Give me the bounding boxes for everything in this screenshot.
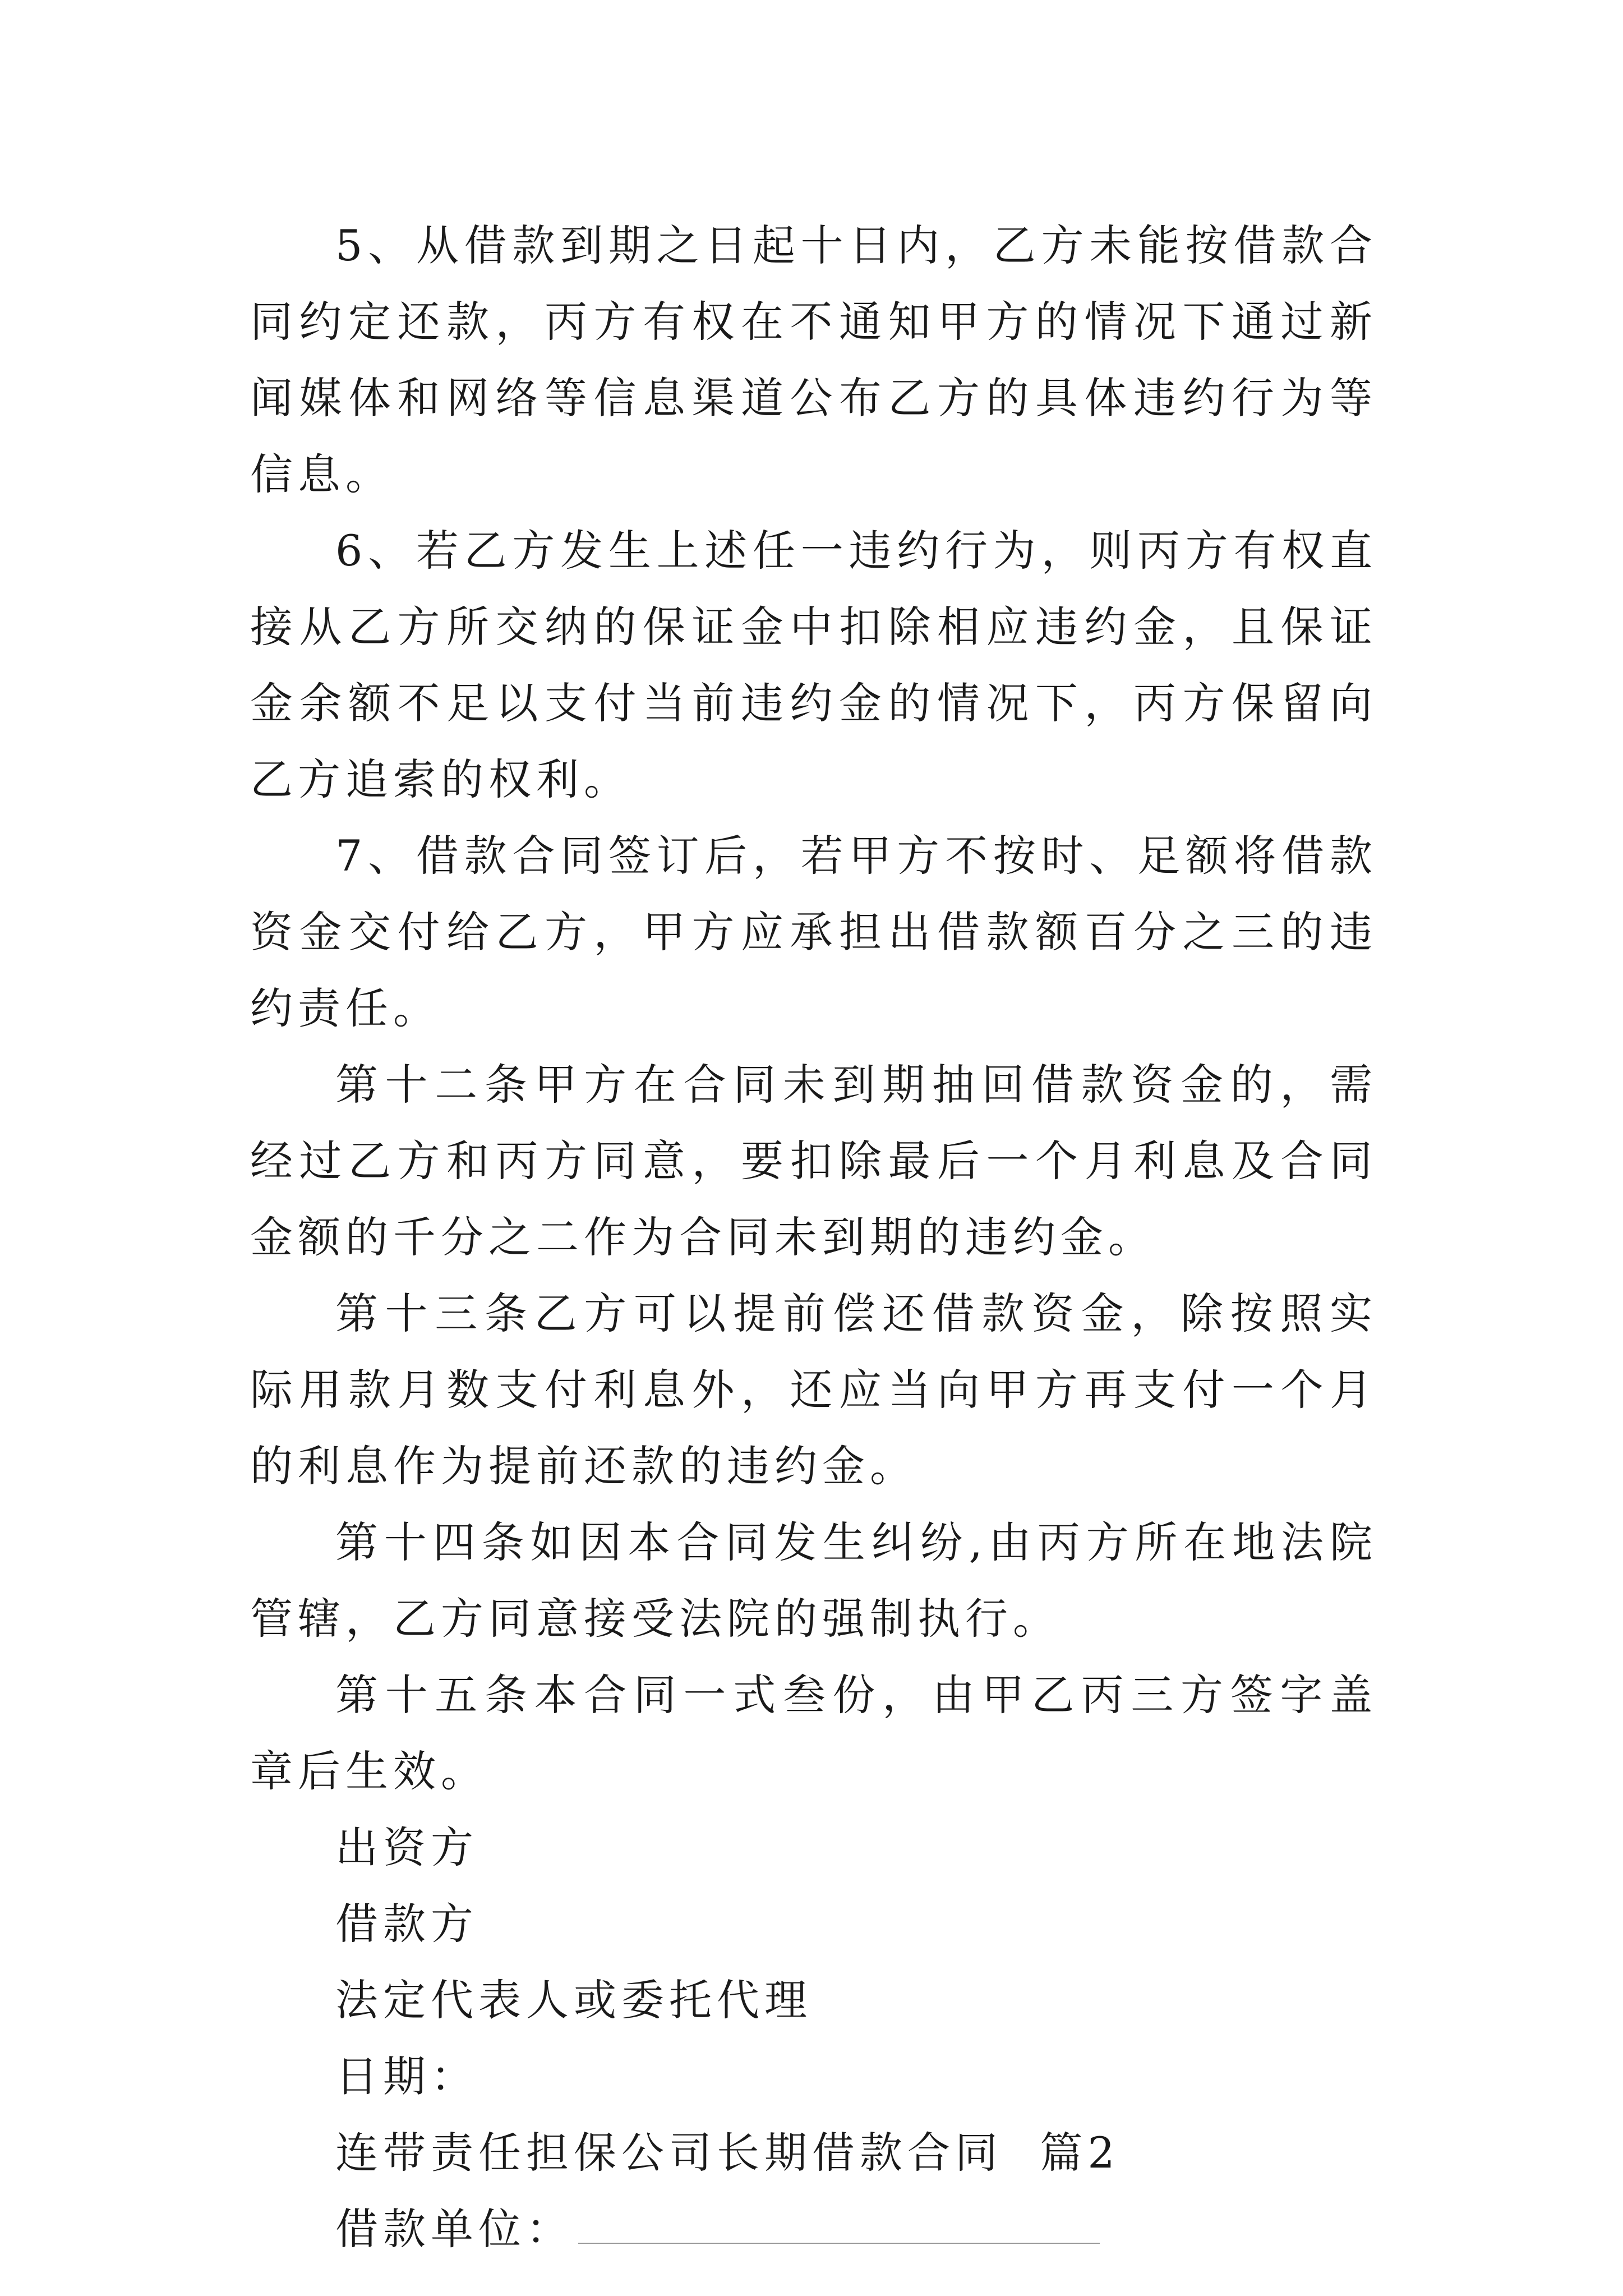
borrowing-unit-fill-line xyxy=(578,2203,1100,2244)
clause-5: 5、从借款到期之日起十日内，乙方未能按借款合同约定还款，丙方有权在不通知甲方的情况下通过新闻媒体和网络等信息渠道公布乙方的具体违约行为等信息。 xyxy=(250,220,1377,499)
borrower-label: 借款方 xyxy=(335,1899,478,1949)
borrowing-unit-row xyxy=(250,2191,1377,2267)
article-12: 第十二条甲方在合同未到期抽回借款资金的，需经过乙方和丙方同意，要扣除最后一个月利息及合同金额的千分之二作为合同未到期的违约金。 xyxy=(250,1060,1377,1262)
borrowing-unit-label: 借款单位： xyxy=(335,2204,574,2254)
document-body xyxy=(250,208,1377,2267)
next-contract-title: 连带责任担保公司长期借款合同 篇2 xyxy=(335,2128,1120,2178)
article-13: 第十三条乙方可以提前偿还借款资金，除按照实际用款月数支付利息外，还应当向甲方再支付一个月的利息作为提前还款的违约金。 xyxy=(250,1289,1377,1491)
date-label: 日期： xyxy=(335,2051,478,2101)
representative-label: 法定代表人或委托代理 xyxy=(335,1975,812,2025)
article-14: 第十四条如因本合同发生纠纷,由丙方所在地法院管辖，乙方同意接受法院的强制执行。 xyxy=(250,1517,1377,1644)
clause-7: 7、借款合同签订后，若甲方不按时、足额将借款资金交付给乙方，甲方应承担出借款额百分之三的违约责任。 xyxy=(250,831,1377,1033)
lender-label: 出资方 xyxy=(335,1823,478,1872)
article-15: 第十五条本合同一式叁份，由甲乙丙三方签字盖章后生效。 xyxy=(250,1670,1377,1796)
clause-6: 6、若乙方发生上述任一违约行为，则丙方有权直接从乙方所交纳的保证金中扣除相应违约金，且保证金余额不足以支付当前违约金的情况下，丙方保留向乙方追索的权利。 xyxy=(250,526,1377,804)
